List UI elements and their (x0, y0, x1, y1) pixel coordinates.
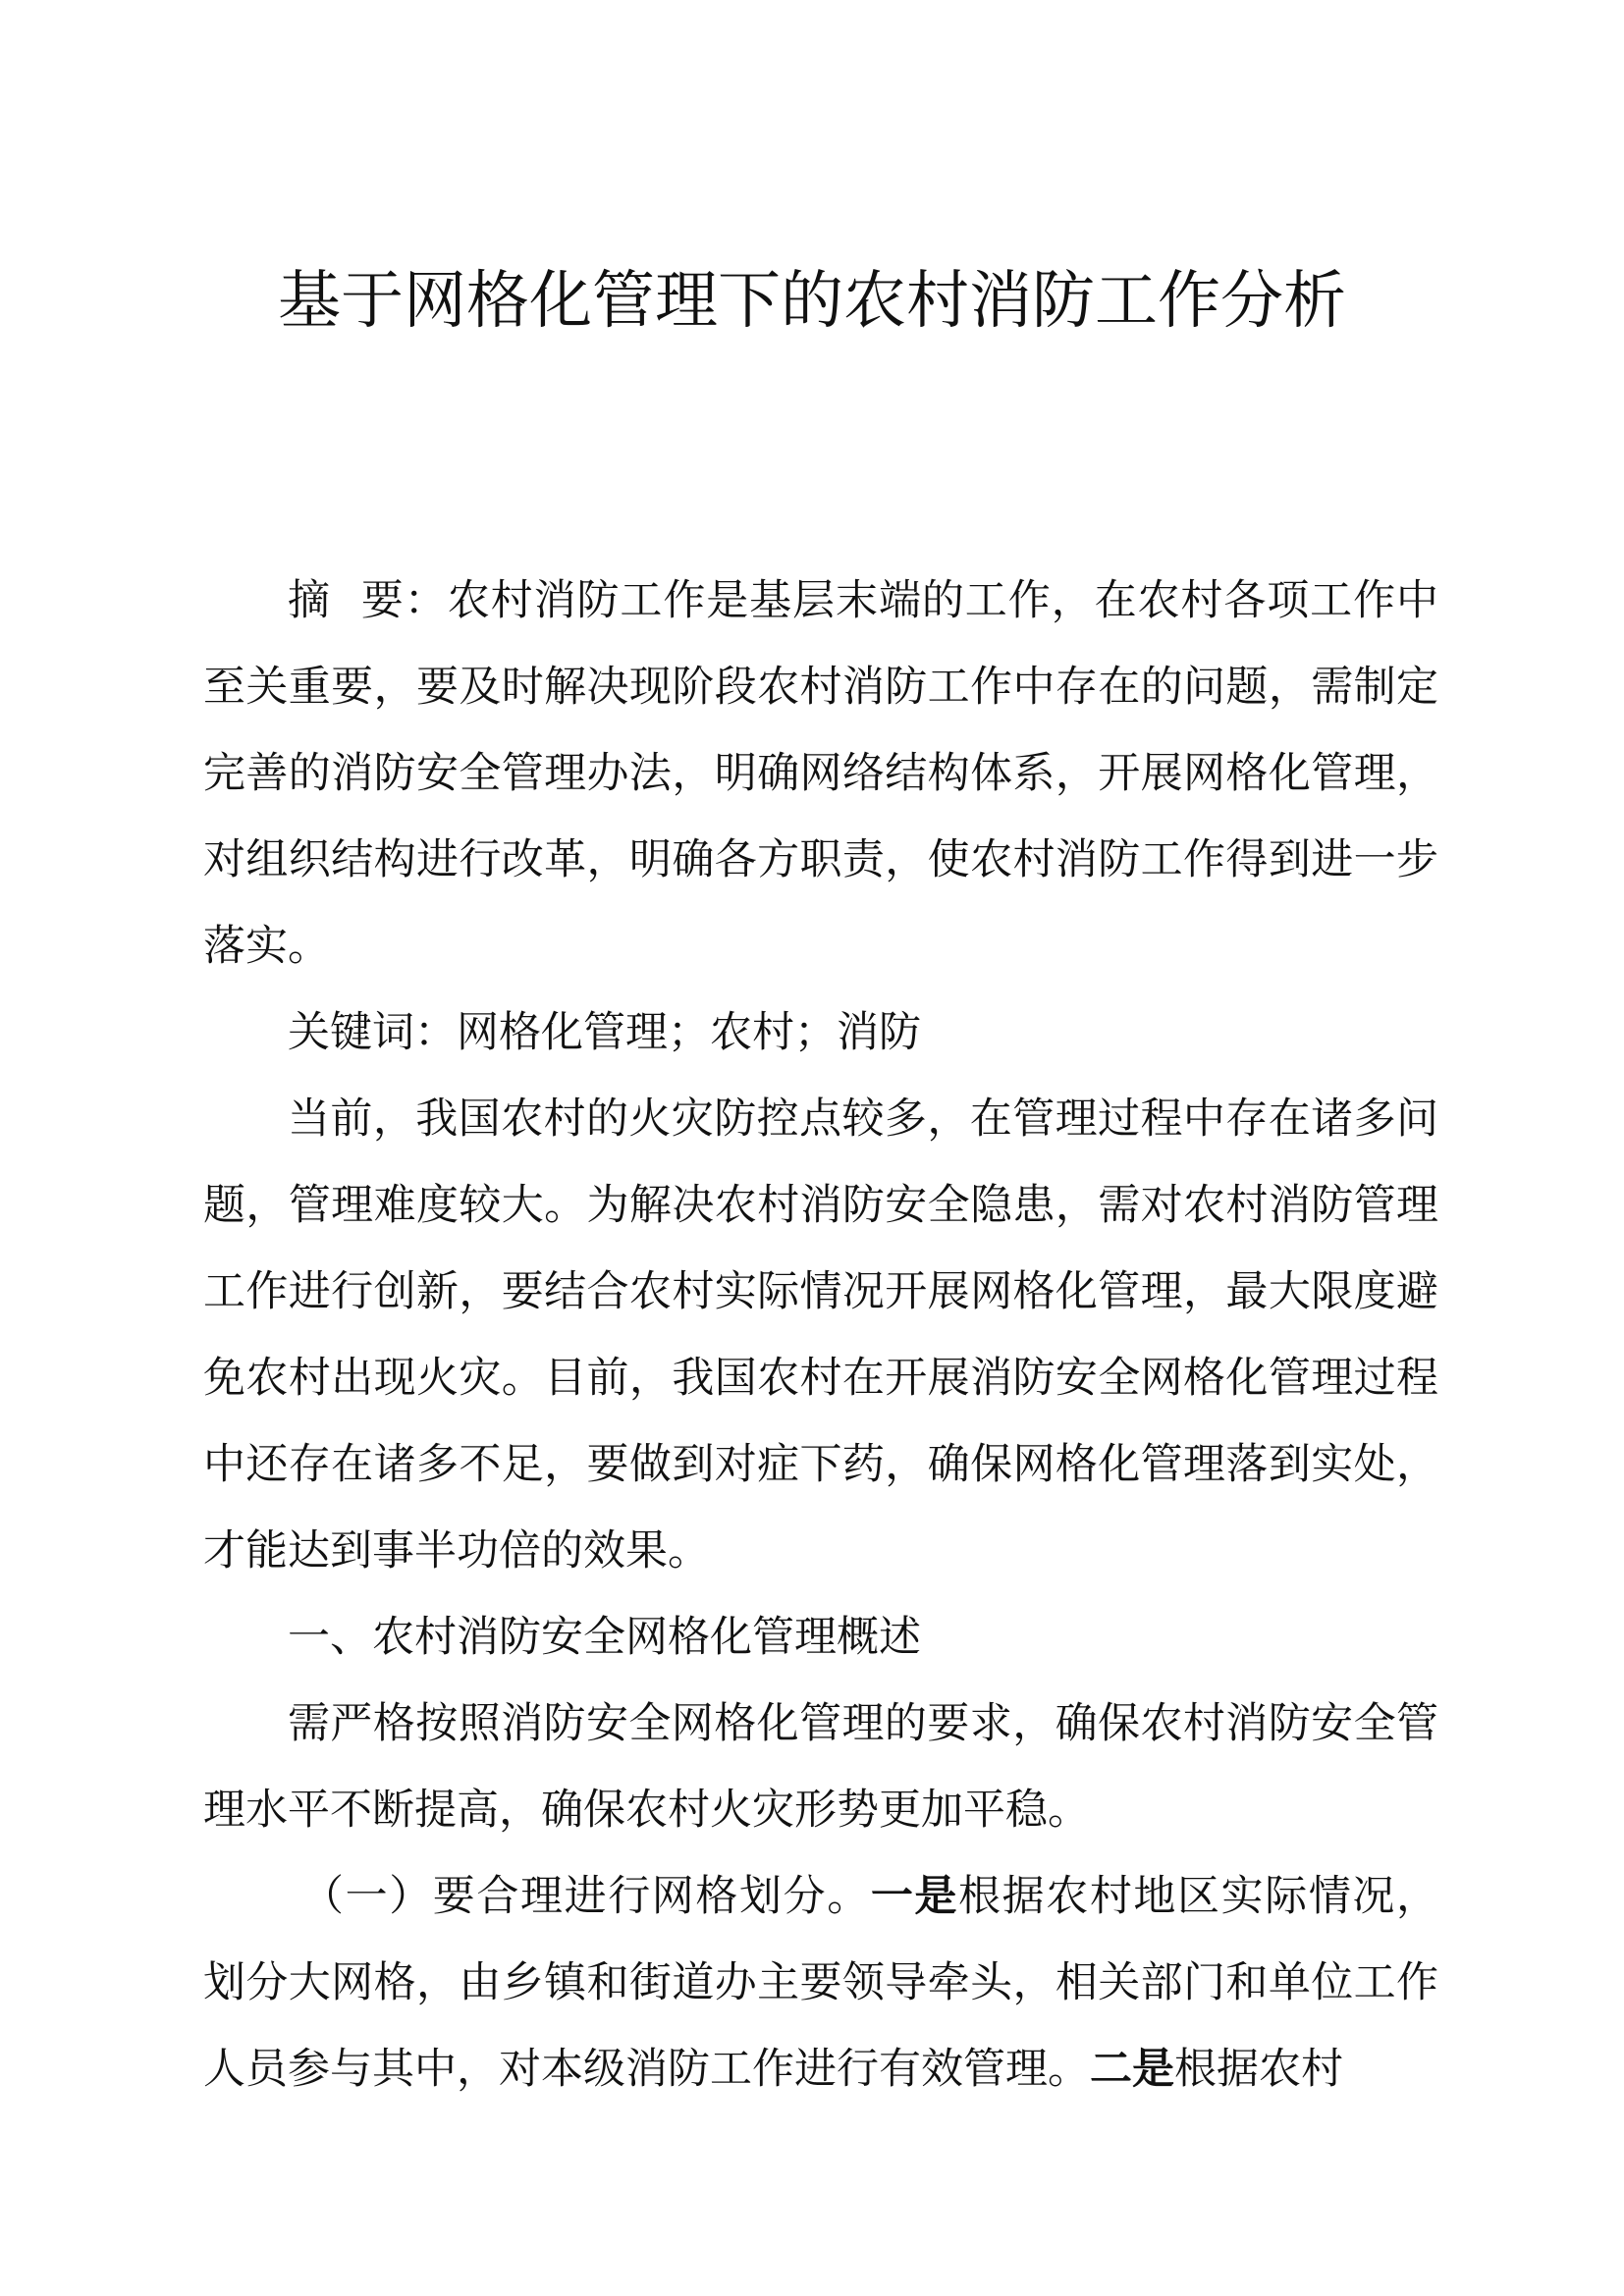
section-heading: 一、农村消防安全网格化管理概述 (288, 1613, 921, 1662)
emphasis-first: 一是 (870, 1872, 959, 1921)
subsection-text-1: 根据农村地区实际情况，划分大网格，由乡镇和街道办主要领导牵头，相关部门和单位工作人员参与其中，对本级消防工作进行有效管理。 (203, 1872, 1439, 2094)
subsection-text-2: 根据农村 (1174, 2045, 1343, 2094)
keywords-label: 关键词： (288, 1008, 457, 1057)
main-body (203, 1076, 1438, 2112)
keywords-paragraph (203, 989, 1438, 1076)
document-title: 基于网格化管理下的农村消防工作分析 (278, 265, 1346, 338)
subsection-paragraph (203, 1853, 1438, 2112)
intro-paragraph: 当前，我国农村的火灾防控点较多，在管理过程中存在诸多问题，管理难度较大。为解决农村消防安全隐患，需对农村消防管理工作进行创新，要结合农村实际情况开展网格化管理，最大限度避免农村出现火灾。目前，我国农村在开展消防安全网格化管理过程中还存在诸多不足，要做到对症下药，确保网格化管理落到实处，才能达到事半功倍的效果。 (203, 1095, 1438, 1575)
section-paragraph: 需严格按照消防安全网格化管理的要求，确保农村消防安全管理水平不断提高，确保农村火灾形势更加平稳。 (203, 1699, 1438, 1835)
emphasis-second: 二是 (1090, 2045, 1174, 2094)
subsection-heading: （一）要合理进行网格划分。 (301, 1872, 871, 1921)
abstract-label-1: 摘 (288, 576, 331, 625)
abstract-section (203, 558, 1438, 1076)
abstract-label-2: 要： (359, 576, 448, 625)
abstract-text: 农村消防工作是基层末端的工作，在农村各项工作中至关重要，要及时解决现阶段农村消防工作中存在的问题，需制定完善的消防安全管理办法，明确网络结构体系，开展网格化管理，对组织结构进行改革，明确各方职责，使农村消防工作得到进一步落实。 (203, 576, 1439, 971)
abstract-paragraph (203, 558, 1438, 989)
keywords-text: 网格化管理；农村；消防 (457, 1008, 921, 1057)
